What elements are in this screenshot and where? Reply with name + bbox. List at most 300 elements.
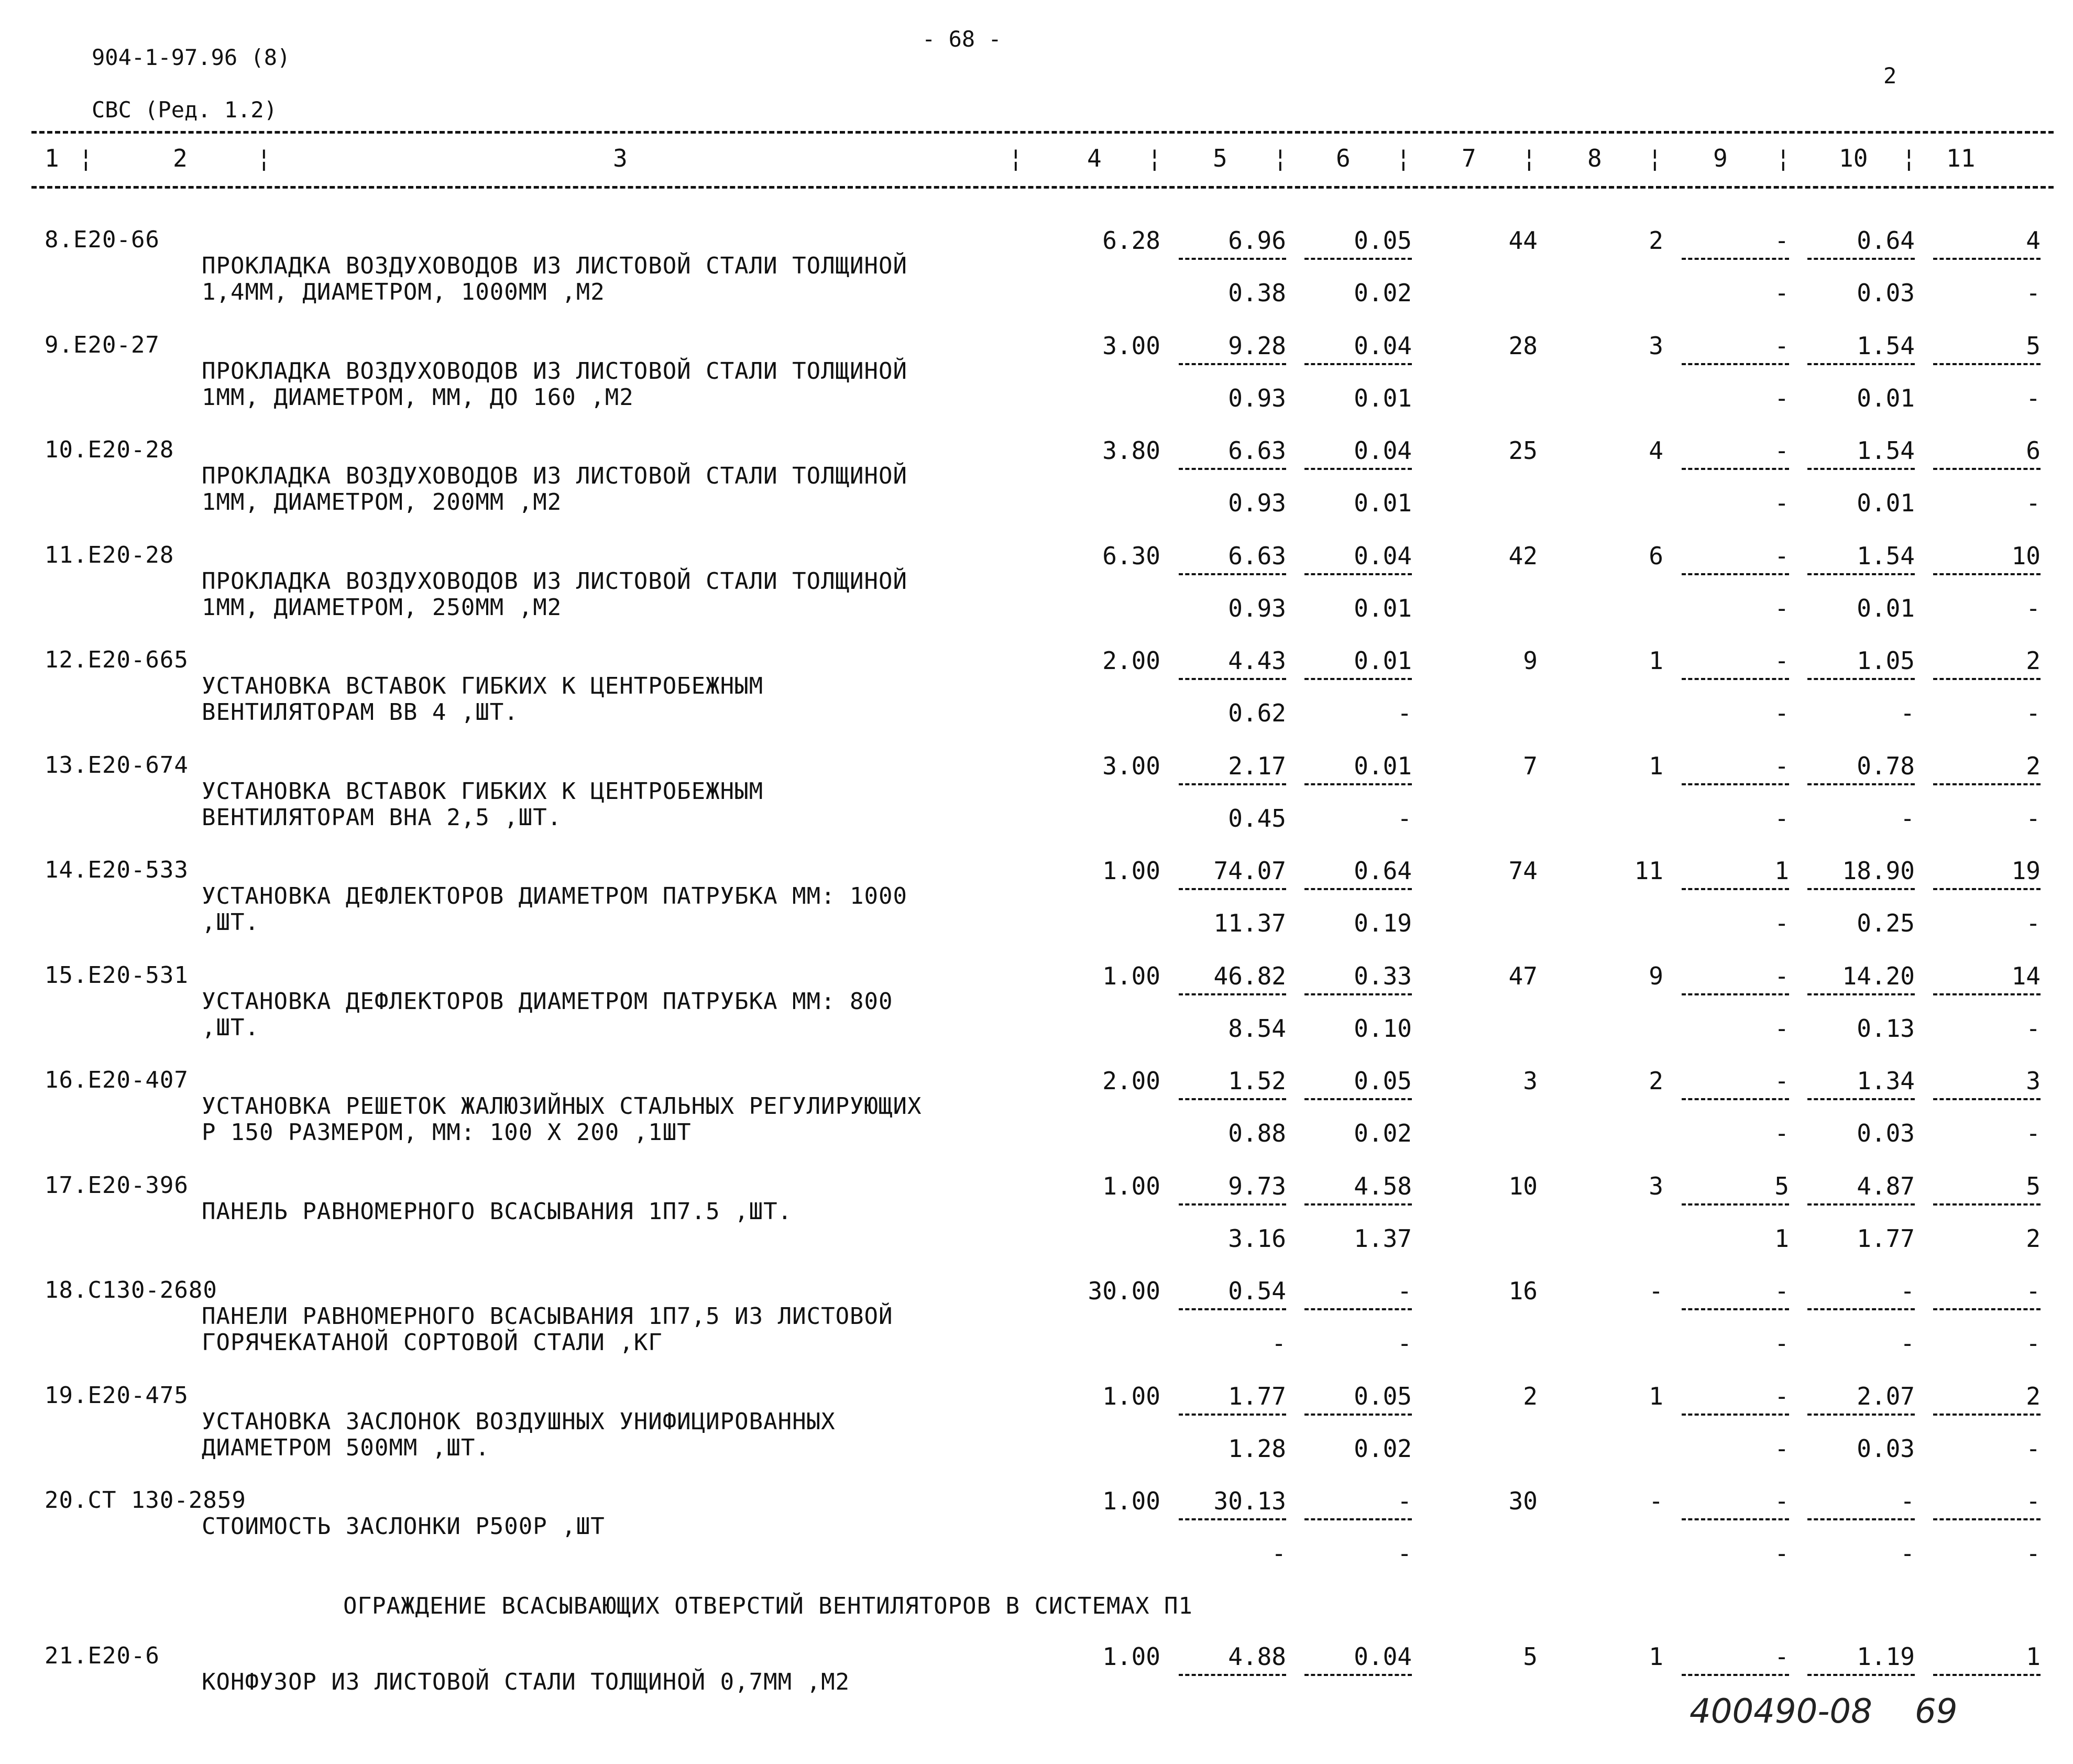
cell-col-6: 0.05 — [1354, 1067, 1412, 1095]
cell-divider-col-9 — [1682, 1098, 1789, 1100]
cell-col-11: 3 — [2026, 1067, 2041, 1095]
cell-col-9: - — [1774, 1642, 1789, 1671]
row-description-line-1: УСТАНОВКА ВСТАВОК ГИБКИХ К ЦЕНТРОБЕЖНЫМ — [202, 673, 764, 699]
cell-col-9: - — [1774, 226, 1789, 255]
cell-divider-col-6 — [1304, 888, 1412, 890]
cell-col-6-lower: 0.02 — [1354, 279, 1412, 307]
row-description-line-2: 1ММ, ДИАМЕТРОМ, 250ММ ,М2 — [202, 594, 562, 621]
cell-col-11: 2 — [2026, 752, 2041, 780]
row-description-line-1: УСТАНОВКА РЕШЕТОК ЖАЛЮЗИЙНЫХ СТАЛЬНЫХ РЕГУЛИРУЮЩИХ — [202, 1093, 922, 1120]
cell-col-11: - — [2026, 1277, 2041, 1305]
cell-col-5: 1.77 — [1228, 1382, 1286, 1410]
cell-divider-col-9 — [1682, 678, 1789, 680]
cell-col-9-lower: - — [1774, 489, 1789, 517]
cell-divider-col-9 — [1682, 783, 1789, 785]
cell-col-8: 3 — [1649, 1172, 1663, 1200]
cell-col-4: 3.00 — [1102, 332, 1160, 360]
cell-col-11: 10 — [2011, 542, 2041, 570]
cell-col-10-lower: 0.01 — [1857, 489, 1915, 517]
cell-col-8: 4 — [1649, 436, 1663, 465]
column-header-6: 6 — [1336, 144, 1351, 172]
cell-col-4: 2.00 — [1102, 647, 1160, 675]
cell-divider-col-10 — [1807, 888, 1915, 890]
row-description-line-2: 1,4ММ, ДИАМЕТРОМ, 1000ММ ,М2 — [202, 279, 605, 305]
cell-divider-col-5 — [1179, 1414, 1286, 1416]
cell-col-7: 3 — [1523, 1067, 1538, 1095]
cell-divider-col-10 — [1807, 1414, 1915, 1416]
cell-divider-col-10 — [1807, 993, 1915, 995]
cell-col-8: 11 — [1634, 857, 1663, 885]
cell-divider-col-11 — [1933, 1098, 2041, 1100]
row-code: 14.Е20-533 — [45, 857, 189, 883]
cell-col-6-lower: 1.37 — [1354, 1224, 1412, 1253]
section-title: ОГРАЖДЕНИЕ ВСАСЫВАЮЩИХ ОТВЕРСТИЙ ВЕНТИЛЯТОРОВ В СИСТЕМАХ П1 — [343, 1593, 1193, 1619]
cell-col-9: - — [1774, 436, 1789, 465]
cell-col-5-lower: 11.37 — [1213, 909, 1286, 937]
row-code: 12.Е20-665 — [45, 647, 189, 673]
cell-col-10-lower: 0.01 — [1857, 384, 1915, 412]
cell-col-6: - — [1397, 1487, 1412, 1515]
cell-divider-col-5 — [1179, 468, 1286, 470]
cell-col-9-lower: - — [1774, 384, 1789, 412]
handwritten-stamp-page: 69 — [1915, 1692, 1958, 1731]
row-code: 21.Е20-6 — [45, 1642, 160, 1669]
cell-col-5-lower: - — [1271, 1329, 1286, 1357]
cell-col-7: 44 — [1508, 226, 1538, 255]
cell-col-9: 5 — [1774, 1172, 1789, 1200]
cell-col-7: 47 — [1508, 962, 1538, 990]
cell-divider-col-11 — [1933, 888, 2041, 890]
cell-col-5: 6.63 — [1228, 542, 1286, 570]
cell-col-4: 6.30 — [1102, 542, 1160, 570]
cell-col-6: - — [1397, 1277, 1412, 1305]
cell-col-7: 2 — [1523, 1382, 1538, 1410]
cell-col-10: 2.07 — [1857, 1382, 1915, 1410]
cell-col-10: 14.20 — [1842, 962, 1915, 990]
sheet-number: 2 — [1883, 63, 1897, 89]
cell-col-10: 0.64 — [1857, 226, 1915, 255]
cell-col-5: 9.73 — [1228, 1172, 1286, 1200]
cell-col-9-lower: - — [1774, 1539, 1789, 1568]
cell-col-10: 1.54 — [1857, 332, 1915, 360]
cell-col-4: 30.00 — [1088, 1277, 1160, 1305]
cell-divider-col-9 — [1682, 1414, 1789, 1416]
cell-col-5-lower: - — [1271, 1539, 1286, 1568]
cell-col-5-lower: 0.93 — [1228, 489, 1286, 517]
cell-divider-col-11 — [1933, 468, 2041, 470]
cell-col-7: 25 — [1508, 436, 1538, 465]
row-code: 11.Е20-28 — [45, 542, 174, 568]
cell-col-10: 1.05 — [1857, 647, 1915, 675]
cell-divider-col-9 — [1682, 573, 1789, 575]
cell-divider-col-5 — [1179, 1203, 1286, 1206]
cell-col-7: 28 — [1508, 332, 1538, 360]
cell-divider-col-6 — [1304, 1098, 1412, 1100]
cell-col-7: 30 — [1508, 1487, 1538, 1515]
cell-col-10-lower: 0.01 — [1857, 594, 1915, 622]
cell-col-11: 19 — [2011, 857, 2041, 885]
row-description-line-1: СТОИМОСТЬ ЗАСЛОНКИ Р500Р ,ШТ — [202, 1513, 605, 1540]
cell-col-8: 2 — [1649, 226, 1663, 255]
cell-col-6-lower: - — [1397, 699, 1412, 727]
row-code: 15.Е20-531 — [45, 962, 189, 989]
cell-col-11: 5 — [2026, 1172, 2041, 1200]
cell-col-4: 1.00 — [1102, 1642, 1160, 1671]
cell-col-6-lower: 0.01 — [1354, 384, 1412, 412]
cell-divider-col-10 — [1807, 783, 1915, 785]
cell-col-11-lower: - — [2026, 909, 2041, 937]
cell-divider-col-10 — [1807, 258, 1915, 260]
row-description-line-2: ,ШТ. — [202, 909, 259, 936]
cell-col-11: 2 — [2026, 1382, 2041, 1410]
cell-col-5: 74.07 — [1213, 857, 1286, 885]
cell-divider-col-6 — [1304, 1674, 1412, 1676]
row-description-line-2: ВЕНТИЛЯТОРАМ ВВ 4 ,ШТ. — [202, 699, 519, 726]
cell-col-11: 1 — [2026, 1642, 2041, 1671]
row-code: 9.Е20-27 — [45, 332, 160, 358]
cell-col-9: - — [1774, 1277, 1789, 1305]
cell-col-7: 74 — [1508, 857, 1538, 885]
column-separator: ¦ — [1522, 144, 1537, 172]
cell-col-6: 0.64 — [1354, 857, 1412, 885]
cell-col-11-lower: - — [2026, 1014, 2041, 1043]
cell-divider-col-9 — [1682, 468, 1789, 470]
cell-divider-col-11 — [1933, 1203, 2041, 1206]
row-description-line-2: ВЕНТИЛЯТОРАМ ВНА 2,5 ,ШТ. — [202, 804, 562, 831]
cell-col-5: 4.43 — [1228, 647, 1286, 675]
cell-col-8: - — [1649, 1487, 1663, 1515]
cell-divider-col-6 — [1304, 573, 1412, 575]
cell-col-11-lower: - — [2026, 1434, 2041, 1463]
cell-col-11: - — [2026, 1487, 2041, 1515]
cell-col-5: 9.28 — [1228, 332, 1286, 360]
cell-col-6-lower: - — [1397, 804, 1412, 832]
cell-divider-col-5 — [1179, 258, 1286, 260]
cell-col-4: 2.00 — [1102, 1067, 1160, 1095]
cell-col-10-lower: - — [1900, 1539, 1915, 1568]
cell-col-6-lower: - — [1397, 1329, 1412, 1357]
cell-divider-col-5 — [1179, 993, 1286, 995]
cell-col-5: 30.13 — [1213, 1487, 1286, 1515]
row-description-line-2: ГОРЯЧЕКАТАНОЙ СОРТОВОЙ СТАЛИ ,КГ — [202, 1329, 663, 1356]
cell-col-11-lower: - — [2026, 594, 2041, 622]
cell-col-4: 3.00 — [1102, 752, 1160, 780]
row-description-line-1: ПРОКЛАДКА ВОЗДУХОВОДОВ ИЗ ЛИСТОВОЙ СТАЛИ ТОЛЩИНОЙ — [202, 253, 908, 279]
cell-col-6: 0.01 — [1354, 752, 1412, 780]
cell-col-9-lower: - — [1774, 1329, 1789, 1357]
cell-col-5-lower: 0.45 — [1228, 804, 1286, 832]
cell-col-10: 18.90 — [1842, 857, 1915, 885]
cell-col-6-lower: 0.01 — [1354, 489, 1412, 517]
cell-divider-col-11 — [1933, 783, 2041, 785]
cell-col-9-lower: 1 — [1774, 1224, 1789, 1253]
cell-col-4: 3.80 — [1102, 436, 1160, 465]
column-header-11: 11 — [1946, 144, 1976, 172]
cell-divider-col-9 — [1682, 363, 1789, 365]
cell-col-7: 9 — [1523, 647, 1538, 675]
cell-divider-col-11 — [1933, 1674, 2041, 1676]
cell-col-10: - — [1900, 1487, 1915, 1515]
cell-col-5-lower: 0.88 — [1228, 1119, 1286, 1147]
cell-col-10: 1.54 — [1857, 542, 1915, 570]
cell-col-5-lower: 0.38 — [1228, 279, 1286, 307]
cell-col-10: 0.78 — [1857, 752, 1915, 780]
column-separator: ¦ — [1648, 144, 1662, 172]
cell-divider-col-5 — [1179, 1518, 1286, 1520]
row-code: 16.Е20-407 — [45, 1067, 189, 1093]
cell-divider-col-9 — [1682, 993, 1789, 995]
cell-col-11: 14 — [2011, 962, 2041, 990]
cell-divider-col-9 — [1682, 888, 1789, 890]
column-header-8: 8 — [1587, 144, 1602, 172]
row-code: 18.С130-2680 — [45, 1277, 217, 1303]
cell-col-8: 2 — [1649, 1067, 1663, 1095]
cell-divider-col-6 — [1304, 993, 1412, 995]
cell-divider-col-11 — [1933, 363, 2041, 365]
cell-col-8: 1 — [1649, 1382, 1663, 1410]
cell-divider-col-10 — [1807, 468, 1915, 470]
cell-col-10-lower: 0.03 — [1857, 1119, 1915, 1147]
cell-col-9: - — [1774, 1067, 1789, 1095]
cell-divider-col-6 — [1304, 1518, 1412, 1520]
cell-col-10-lower: - — [1900, 699, 1915, 727]
cell-col-6: 0.04 — [1354, 436, 1412, 465]
cell-col-10-lower: 0.03 — [1857, 279, 1915, 307]
row-description-line-2: ДИАМЕТРОМ 500ММ ,ШТ. — [202, 1434, 490, 1461]
cell-col-6-lower: 0.02 — [1354, 1434, 1412, 1463]
cell-col-11: 6 — [2026, 436, 2041, 465]
cell-col-5-lower: 8.54 — [1228, 1014, 1286, 1043]
cell-divider-col-10 — [1807, 1674, 1915, 1676]
cell-divider-col-10 — [1807, 1203, 1915, 1206]
cell-col-7: 42 — [1508, 542, 1538, 570]
cell-col-6-lower: 0.19 — [1354, 909, 1412, 937]
handwritten-stamp-code: 400490-08 — [1690, 1692, 1872, 1731]
cell-divider-col-5 — [1179, 573, 1286, 575]
column-separator: ¦ — [1776, 144, 1791, 172]
cell-divider-col-9 — [1682, 258, 1789, 260]
document-code: 904-1-97.96 (8) — [92, 45, 291, 70]
program-version: СВС (Ред. 1.2) — [92, 97, 278, 123]
cell-col-9-lower: - — [1774, 1014, 1789, 1043]
row-description-line-1: ПАНЕЛИ РАВНОМЕРНОГО ВСАСЫВАНИЯ 1П7,5 ИЗ ЛИСТОВОЙ — [202, 1303, 893, 1330]
cell-divider-col-9 — [1682, 1518, 1789, 1520]
cell-col-4: 1.00 — [1102, 1382, 1160, 1410]
row-description-line-1: УСТАНОВКА ДЕФЛЕКТОРОВ ДИАМЕТРОМ ПАТРУБКА ММ: 1000 — [202, 883, 908, 910]
cell-col-5: 6.96 — [1228, 226, 1286, 255]
cell-col-9-lower: - — [1774, 804, 1789, 832]
cell-col-10: 4.87 — [1857, 1172, 1915, 1200]
cell-col-8: - — [1649, 1277, 1663, 1305]
cell-divider-col-11 — [1933, 1308, 2041, 1310]
row-description-line-1: УСТАНОВКА ВСТАВОК ГИБКИХ К ЦЕНТРОБЕЖНЫМ — [202, 778, 764, 805]
cell-col-6-lower: 0.02 — [1354, 1119, 1412, 1147]
cell-col-6: 0.01 — [1354, 647, 1412, 675]
cell-divider-col-11 — [1933, 1414, 2041, 1416]
cell-col-5: 46.82 — [1213, 962, 1286, 990]
cell-divider-col-5 — [1179, 1308, 1286, 1310]
column-header-7: 7 — [1462, 144, 1476, 172]
cell-col-8: 3 — [1649, 332, 1663, 360]
cell-col-10-lower: 1.77 — [1857, 1224, 1915, 1253]
cell-col-11-lower: 2 — [2026, 1224, 2041, 1253]
cell-col-5: 2.17 — [1228, 752, 1286, 780]
cell-col-5-lower: 3.16 — [1228, 1224, 1286, 1253]
column-separator: ¦ — [1273, 144, 1288, 172]
cell-divider-col-6 — [1304, 1203, 1412, 1206]
cell-col-4: 1.00 — [1102, 857, 1160, 885]
cell-col-9-lower: - — [1774, 909, 1789, 937]
cell-col-4: 1.00 — [1102, 962, 1160, 990]
cell-col-9: - — [1774, 1382, 1789, 1410]
cell-divider-col-6 — [1304, 678, 1412, 680]
cell-col-11-lower: - — [2026, 804, 2041, 832]
cell-col-9: 1 — [1774, 857, 1789, 885]
cell-divider-col-6 — [1304, 1414, 1412, 1416]
table-header-top-rule — [31, 131, 2054, 134]
cell-col-7: 7 — [1523, 752, 1538, 780]
cell-divider-col-6 — [1304, 1308, 1412, 1310]
row-code: 20.СТ 130-2859 — [45, 1487, 246, 1514]
cell-col-5-lower: 0.93 — [1228, 384, 1286, 412]
cell-col-6-lower: - — [1397, 1539, 1412, 1568]
table-header-bottom-rule — [31, 186, 2054, 189]
cell-divider-col-10 — [1807, 1098, 1915, 1100]
column-separator: ¦ — [1147, 144, 1162, 172]
cell-col-11: 5 — [2026, 332, 2041, 360]
cell-col-8: 1 — [1649, 752, 1663, 780]
cell-col-5: 0.54 — [1228, 1277, 1286, 1305]
cell-col-9-lower: - — [1774, 279, 1789, 307]
cell-divider-col-9 — [1682, 1308, 1789, 1310]
cell-divider-col-6 — [1304, 258, 1412, 260]
cell-col-4: 1.00 — [1102, 1172, 1160, 1200]
row-description-line-1: УСТАНОВКА ДЕФЛЕКТОРОВ ДИАМЕТРОМ ПАТРУБКА ММ: 800 — [202, 988, 893, 1015]
cell-col-10: - — [1900, 1277, 1915, 1305]
column-header-5: 5 — [1213, 144, 1227, 172]
row-description-line-1: ПРОКЛАДКА ВОЗДУХОВОДОВ ИЗ ЛИСТОВОЙ СТАЛИ ТОЛЩИНОЙ — [202, 568, 908, 595]
cell-col-10: 1.34 — [1857, 1067, 1915, 1095]
row-code: 13.Е20-674 — [45, 752, 189, 779]
cell-col-11-lower: - — [2026, 1119, 2041, 1147]
row-description-line-1: КОНФУЗОР ИЗ ЛИСТОВОЙ СТАЛИ ТОЛЩИНОЙ 0,7ММ ,М2 — [202, 1669, 850, 1695]
cell-col-9-lower: - — [1774, 594, 1789, 622]
cell-divider-col-5 — [1179, 783, 1286, 785]
cell-col-5-lower: 0.62 — [1228, 699, 1286, 727]
cell-divider-col-10 — [1807, 678, 1915, 680]
column-separator: ¦ — [79, 144, 93, 172]
cell-divider-col-11 — [1933, 1518, 2041, 1520]
column-header-4: 4 — [1087, 144, 1102, 172]
column-separator: ¦ — [257, 144, 271, 172]
cell-col-6: 0.05 — [1354, 1382, 1412, 1410]
cell-col-6: 0.05 — [1354, 226, 1412, 255]
cell-divider-col-6 — [1304, 783, 1412, 785]
cell-divider-col-9 — [1682, 1203, 1789, 1206]
cell-divider-col-10 — [1807, 363, 1915, 365]
cell-col-6-lower: 0.10 — [1354, 1014, 1412, 1043]
cell-divider-col-11 — [1933, 573, 2041, 575]
row-description-line-1: УСТАНОВКА ЗАСЛОНОК ВОЗДУШНЫХ УНИФИЦИРОВАННЫХ — [202, 1408, 836, 1435]
row-description-line-2: 1ММ, ДИАМЕТРОМ, ММ, ДО 160 ,М2 — [202, 384, 634, 411]
cell-col-8: 1 — [1649, 647, 1663, 675]
cell-divider-col-6 — [1304, 363, 1412, 365]
cell-col-10-lower: 0.25 — [1857, 909, 1915, 937]
row-description-line-2: Р 150 РАЗМЕРОМ, ММ: 100 Х 200 ,1ШТ — [202, 1119, 692, 1146]
cell-divider-col-5 — [1179, 1098, 1286, 1100]
cell-col-5: 6.63 — [1228, 436, 1286, 465]
cell-col-11-lower: - — [2026, 489, 2041, 517]
cell-col-9: - — [1774, 1487, 1789, 1515]
cell-divider-col-9 — [1682, 1674, 1789, 1676]
cell-divider-col-10 — [1807, 1518, 1915, 1520]
cell-col-8: 9 — [1649, 962, 1663, 990]
row-description-line-2: 1ММ, ДИАМЕТРОМ, 200ММ ,М2 — [202, 489, 562, 516]
cell-divider-col-5 — [1179, 363, 1286, 365]
row-code: 8.Е20-66 — [45, 226, 160, 253]
column-header-9: 9 — [1713, 144, 1728, 172]
cell-col-6: 4.58 — [1354, 1172, 1412, 1200]
column-separator: ¦ — [1396, 144, 1411, 172]
cell-col-6: 0.04 — [1354, 542, 1412, 570]
cell-col-4: 6.28 — [1102, 226, 1160, 255]
cell-col-5-lower: 0.93 — [1228, 594, 1286, 622]
cell-col-9: - — [1774, 752, 1789, 780]
cell-col-7: 10 — [1508, 1172, 1538, 1200]
row-code: 17.Е20-396 — [45, 1172, 189, 1199]
cell-col-6: 0.04 — [1354, 1642, 1412, 1671]
cell-col-6: 0.04 — [1354, 332, 1412, 360]
page-number: - 68 - — [922, 26, 1002, 52]
cell-col-7: 5 — [1523, 1642, 1538, 1671]
cell-divider-col-6 — [1304, 468, 1412, 470]
column-separator: ¦ — [1902, 144, 1916, 172]
cell-divider-col-11 — [1933, 678, 2041, 680]
column-header-2: 2 — [173, 144, 188, 172]
row-description-line-2: ,ШТ. — [202, 1014, 259, 1041]
cell-col-11-lower: - — [2026, 1329, 2041, 1357]
cell-col-9-lower: - — [1774, 1434, 1789, 1463]
cell-col-11-lower: - — [2026, 1539, 2041, 1568]
cell-col-11-lower: - — [2026, 384, 2041, 412]
cell-col-5: 4.88 — [1228, 1642, 1286, 1671]
cell-col-9: - — [1774, 542, 1789, 570]
cell-divider-col-5 — [1179, 888, 1286, 890]
cell-col-8: 6 — [1649, 542, 1663, 570]
cell-divider-col-10 — [1807, 573, 1915, 575]
row-description-line-1: ПРОКЛАДКА ВОЗДУХОВОДОВ ИЗ ЛИСТОВОЙ СТАЛИ ТОЛЩИНОЙ — [202, 463, 908, 489]
column-header-10: 10 — [1839, 144, 1868, 172]
cell-col-11: 2 — [2026, 647, 2041, 675]
cell-col-8: 1 — [1649, 1642, 1663, 1671]
column-separator: ¦ — [1008, 144, 1023, 172]
cell-col-9-lower: - — [1774, 699, 1789, 727]
row-description-line-1: ПРОКЛАДКА ВОЗДУХОВОДОВ ИЗ ЛИСТОВОЙ СТАЛИ ТОЛЩИНОЙ — [202, 358, 908, 385]
cell-col-5: 1.52 — [1228, 1067, 1286, 1095]
cell-divider-col-11 — [1933, 258, 2041, 260]
cell-col-6: 0.33 — [1354, 962, 1412, 990]
cell-divider-col-5 — [1179, 1674, 1286, 1676]
cell-col-10-lower: - — [1900, 804, 1915, 832]
cell-col-7: 16 — [1508, 1277, 1538, 1305]
cell-col-10-lower: - — [1900, 1329, 1915, 1357]
cell-col-11-lower: - — [2026, 279, 2041, 307]
cell-col-5-lower: 1.28 — [1228, 1434, 1286, 1463]
cell-divider-col-11 — [1933, 993, 2041, 995]
cell-col-9: - — [1774, 332, 1789, 360]
row-description-line-1: ПАНЕЛЬ РАВНОМЕРНОГО ВСАСЫВАНИЯ 1П7.5 ,ШТ. — [202, 1198, 793, 1225]
cell-col-9-lower: - — [1774, 1119, 1789, 1147]
